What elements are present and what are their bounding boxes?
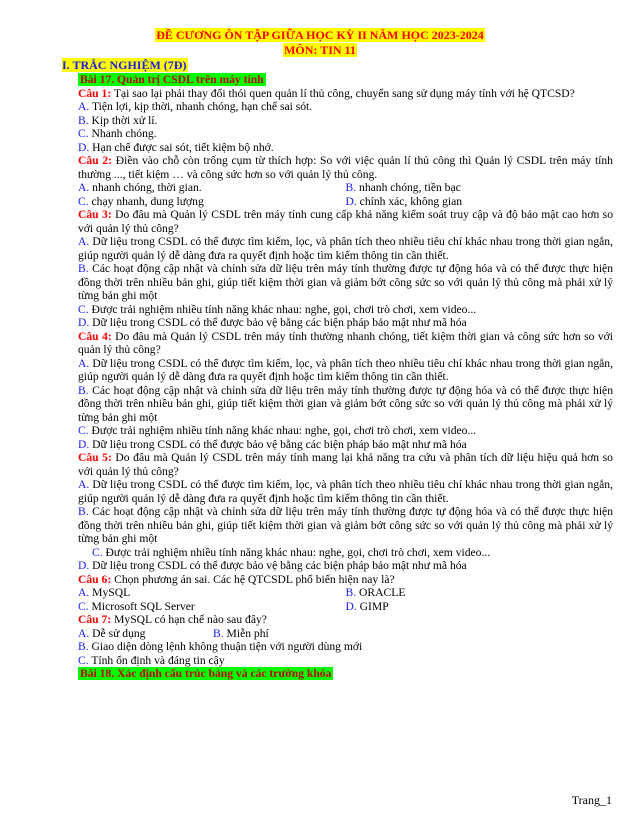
option-text: Dữ liệu trong CSDL có thể được tìm kiếm, lọc, và phân tích theo nhiều tiêu chí khác nhau trong thời gian ngắn, giúp người quản lý dễ dàng đưa ra quyết định hoặc tìm kiếm thông tin cần thiết. [78,356,613,383]
question-5 [78,451,613,478]
option [78,100,613,114]
option [346,195,614,209]
document-subject-text: MÔN: TIN 11 [284,43,356,57]
option-letter: B. [78,113,89,127]
question-7 [78,613,613,627]
option [78,640,613,654]
option-text: Dữ liệu trong CSDL có thể được tìm kiếm, lọc, và phân tích theo nhiều tiêu chí khác nhau trong thời gian ngắn, giúp người quản lý dễ dàng đưa ra quyết định hoặc tìm kiếm thông tin cần thiết. [78,235,613,262]
option-text: chính xác, không gian [356,194,463,208]
option-letter: D. [345,194,357,208]
question-label: Câu 3: [78,208,112,221]
option-letter: B. [345,181,357,194]
option-row [78,586,613,600]
option-text: Microsoft SQL Server [88,599,195,613]
option-text: Các hoạt động cập nhật và chỉnh sửa dữ liệu trên máy tính thường được tự động hóa và có thể được thực hiện đồng thời trên nhiều bản ghi, giúp tiết kiệm thời gian và giảm bớt công sức so với quản lý thủ công mà phải xử lý từng bản ghi một [78,262,613,302]
option-text: Hạn chế được sai sót, tiết kiệm bộ nhớ. [89,140,274,154]
option [346,600,614,614]
option [78,316,613,330]
question-4 [78,330,613,357]
option-letter: B. [213,626,224,640]
option-letter: B. [78,262,89,275]
lesson-heading [78,667,613,681]
lesson-17-heading: Bài 17. Quản trị CSDL trên máy tính [80,73,264,86]
option [346,586,614,600]
option-letter: B. [78,383,89,397]
option-letter: D. [78,437,90,451]
option-letter: B. [78,640,89,653]
option [78,235,613,262]
option [78,195,346,209]
option [78,181,346,195]
question-label: Câu 2: [78,154,112,167]
question-text: Chọn phương án sai. Các hệ QTCSDL phổ biến hiện nay là? [111,572,395,586]
option-text: Tính ổn định và đáng tin cậy [88,653,225,667]
option-text: Được trải nghiệm nhiều tính năng khác nhau: nghe, gọi, chơi trò chơi, xem video... [102,545,491,559]
document-title-text: ĐỀ CƯƠNG ÔN TẬP GIỮA HỌC KỲ II NĂM HỌC 2023-2024 [156,28,484,42]
question-2 [78,154,613,181]
option-letter: D. [78,316,90,329]
option [78,127,613,141]
lesson-18-heading: Bài 18. Xác định cấu trúc bảng và các trường khóa [80,667,332,680]
option-text: Dữ liệu trong CSDL có thể được bảo vệ bằng các biện pháp bảo mật như mã hóa [89,559,467,572]
option [78,600,346,614]
option-text: nhanh chóng, tiền bạc [356,181,461,194]
option-letter: B. [78,505,89,518]
option-text: chạy nhanh, dung lượng [88,194,204,208]
option-letter: C. [78,599,89,613]
option-letter: B. [345,586,357,599]
option-letter: D. [78,140,90,154]
option-letter: A. [78,181,90,194]
option-letter: A. [78,356,90,370]
question-6 [78,573,613,587]
question-label: Câu 7: [78,613,112,626]
lesson-heading [78,73,613,87]
option-row [78,627,613,641]
option [78,384,613,425]
question-text: Do đâu mà Quản lý CSDL trên máy tính mang lại khả năng tra cứu và phân tích dữ liệu hiệu quả hơn so với quản lý thủ công? [78,451,613,478]
option-text: Dữ liệu trong CSDL có thể được bảo vệ bằng các biện pháp bảo mật như mã hóa [89,437,467,451]
question-label: Câu 1: [78,86,112,100]
option-text: Dữ liệu trong CSDL có thể được bảo vệ bằng các biện pháp bảo mật như mã hóa [89,316,467,329]
option [78,559,613,573]
section-heading: I. TRẮC NGHIỆM (7Đ) [62,58,187,72]
option-row [78,195,613,209]
option-letter: C. [78,127,89,140]
option [78,654,613,668]
question-3 [78,208,613,235]
option-text: Dễ sử dụng [89,626,146,640]
option-text: Các hoạt động cập nhật và chỉnh sửa dữ liệu trên máy tính thường được tự động hóa và có thể được thực hiện đồng thời trên nhiều bản ghi, giúp tiết kiệm thời gian và giảm bớt công sức so với quản lý thủ công mà phải xử lý từng bản ghi một [78,383,613,424]
option-letter: A. [78,586,90,599]
option-text: nhanh chóng, thời gian. [89,181,202,194]
option-text: GIMP [356,599,389,613]
option-letter: C. [78,302,89,316]
option-letter: D. [345,599,357,613]
option [78,357,613,384]
option [78,141,613,155]
option-letter: A. [78,235,90,248]
option-text: Tiện lợi, kịp thời, nhanh chóng, hạn chế sai sót. [89,100,313,113]
question-1 [78,87,613,101]
page-number: Trang_1 [571,793,612,807]
question-text: Do đâu mà Quản lý CSDL trên máy tính cung cấp khả năng kiểm soát truy cập và độ bảo mật cao hơn so với quản lý thủ công? [78,208,613,235]
option [78,546,613,560]
option-letter: C. [78,653,89,667]
option-row [78,600,613,614]
question-text: Tại sao lại phải thay đổi thói quen quản lí thủ công, chuyển sang sử dụng máy tính với hệ QTCSD? [111,86,575,100]
option-text: MySQL [89,586,131,599]
option-text: Kịp thời xử lí. [88,113,158,127]
document-subject [0,43,640,57]
option-letter: A. [78,478,90,491]
option-text: Nhanh chóng. [88,127,157,140]
option-letter: C. [78,194,89,208]
option [78,505,613,546]
option-letter: A. [78,100,90,113]
option-letter: C. [78,424,89,437]
question-text: MySQL có hạn chế nào sau đây? [111,613,267,626]
question-label: Câu 4: [78,329,112,343]
option [346,181,614,195]
option [78,262,613,303]
option-letter: D. [78,559,90,572]
option-text: Được trải nghiệm nhiều tính năng khác nhau: nghe, gọi, chơi trò chơi, xem video... [88,424,477,437]
option-text: ORACLE [356,586,406,599]
option-letter: A. [78,626,90,640]
option-letter: C. [92,545,103,559]
option [78,586,346,600]
option-row [78,181,613,195]
question-label: Câu 6: [78,572,112,586]
question-list [78,73,613,681]
option [78,303,613,317]
option-text: Các hoạt động cập nhật và chỉnh sửa dữ liệu trên máy tính thường được tự động hóa và có thể được thực hiện đồng thời trên nhiều bản ghi, giúp tiết kiệm thời gian và giảm bớt công sức so với quản lý thủ công mà phải xử lý từng bản ghi một [78,505,613,545]
option-text: Được trải nghiệm nhiều tính năng khác nhau: nghe, gọi, chơi trò chơi, xem video... [88,302,477,316]
option-text: Miễn phí [223,626,269,640]
option [78,114,613,128]
option [78,438,613,452]
option-text: Dữ liệu trong CSDL có thể được tìm kiếm, lọc, và phân tích theo nhiều tiêu chí khác nhau trong thời gian ngắn, giúp người quản lý dễ dàng đưa ra quyết định hoặc tìm kiếm thông tin cần thiết. [78,478,613,505]
question-label: Câu 5: [78,451,112,464]
option [78,478,613,505]
question-text: Do đâu mà Quản lý CSDL trên máy tính thường nhanh chóng, tiết kiệm thời gian và công sức hơn so với quản lý thủ công? [78,329,613,356]
option-text: Giao diện dòng lệnh không thuận tiện với người dùng mới [88,640,363,653]
document-title [0,28,640,42]
option [78,424,613,438]
option [78,627,213,641]
option [213,627,269,641]
question-text: Điền vào chỗ còn trống cụm từ thích hợp: So với việc quản lí thủ công thì Quản lý CSDL trên máy tính thường ..., tiết kiệm … và công sức hơn so với quản lý thủ công. [78,154,613,181]
